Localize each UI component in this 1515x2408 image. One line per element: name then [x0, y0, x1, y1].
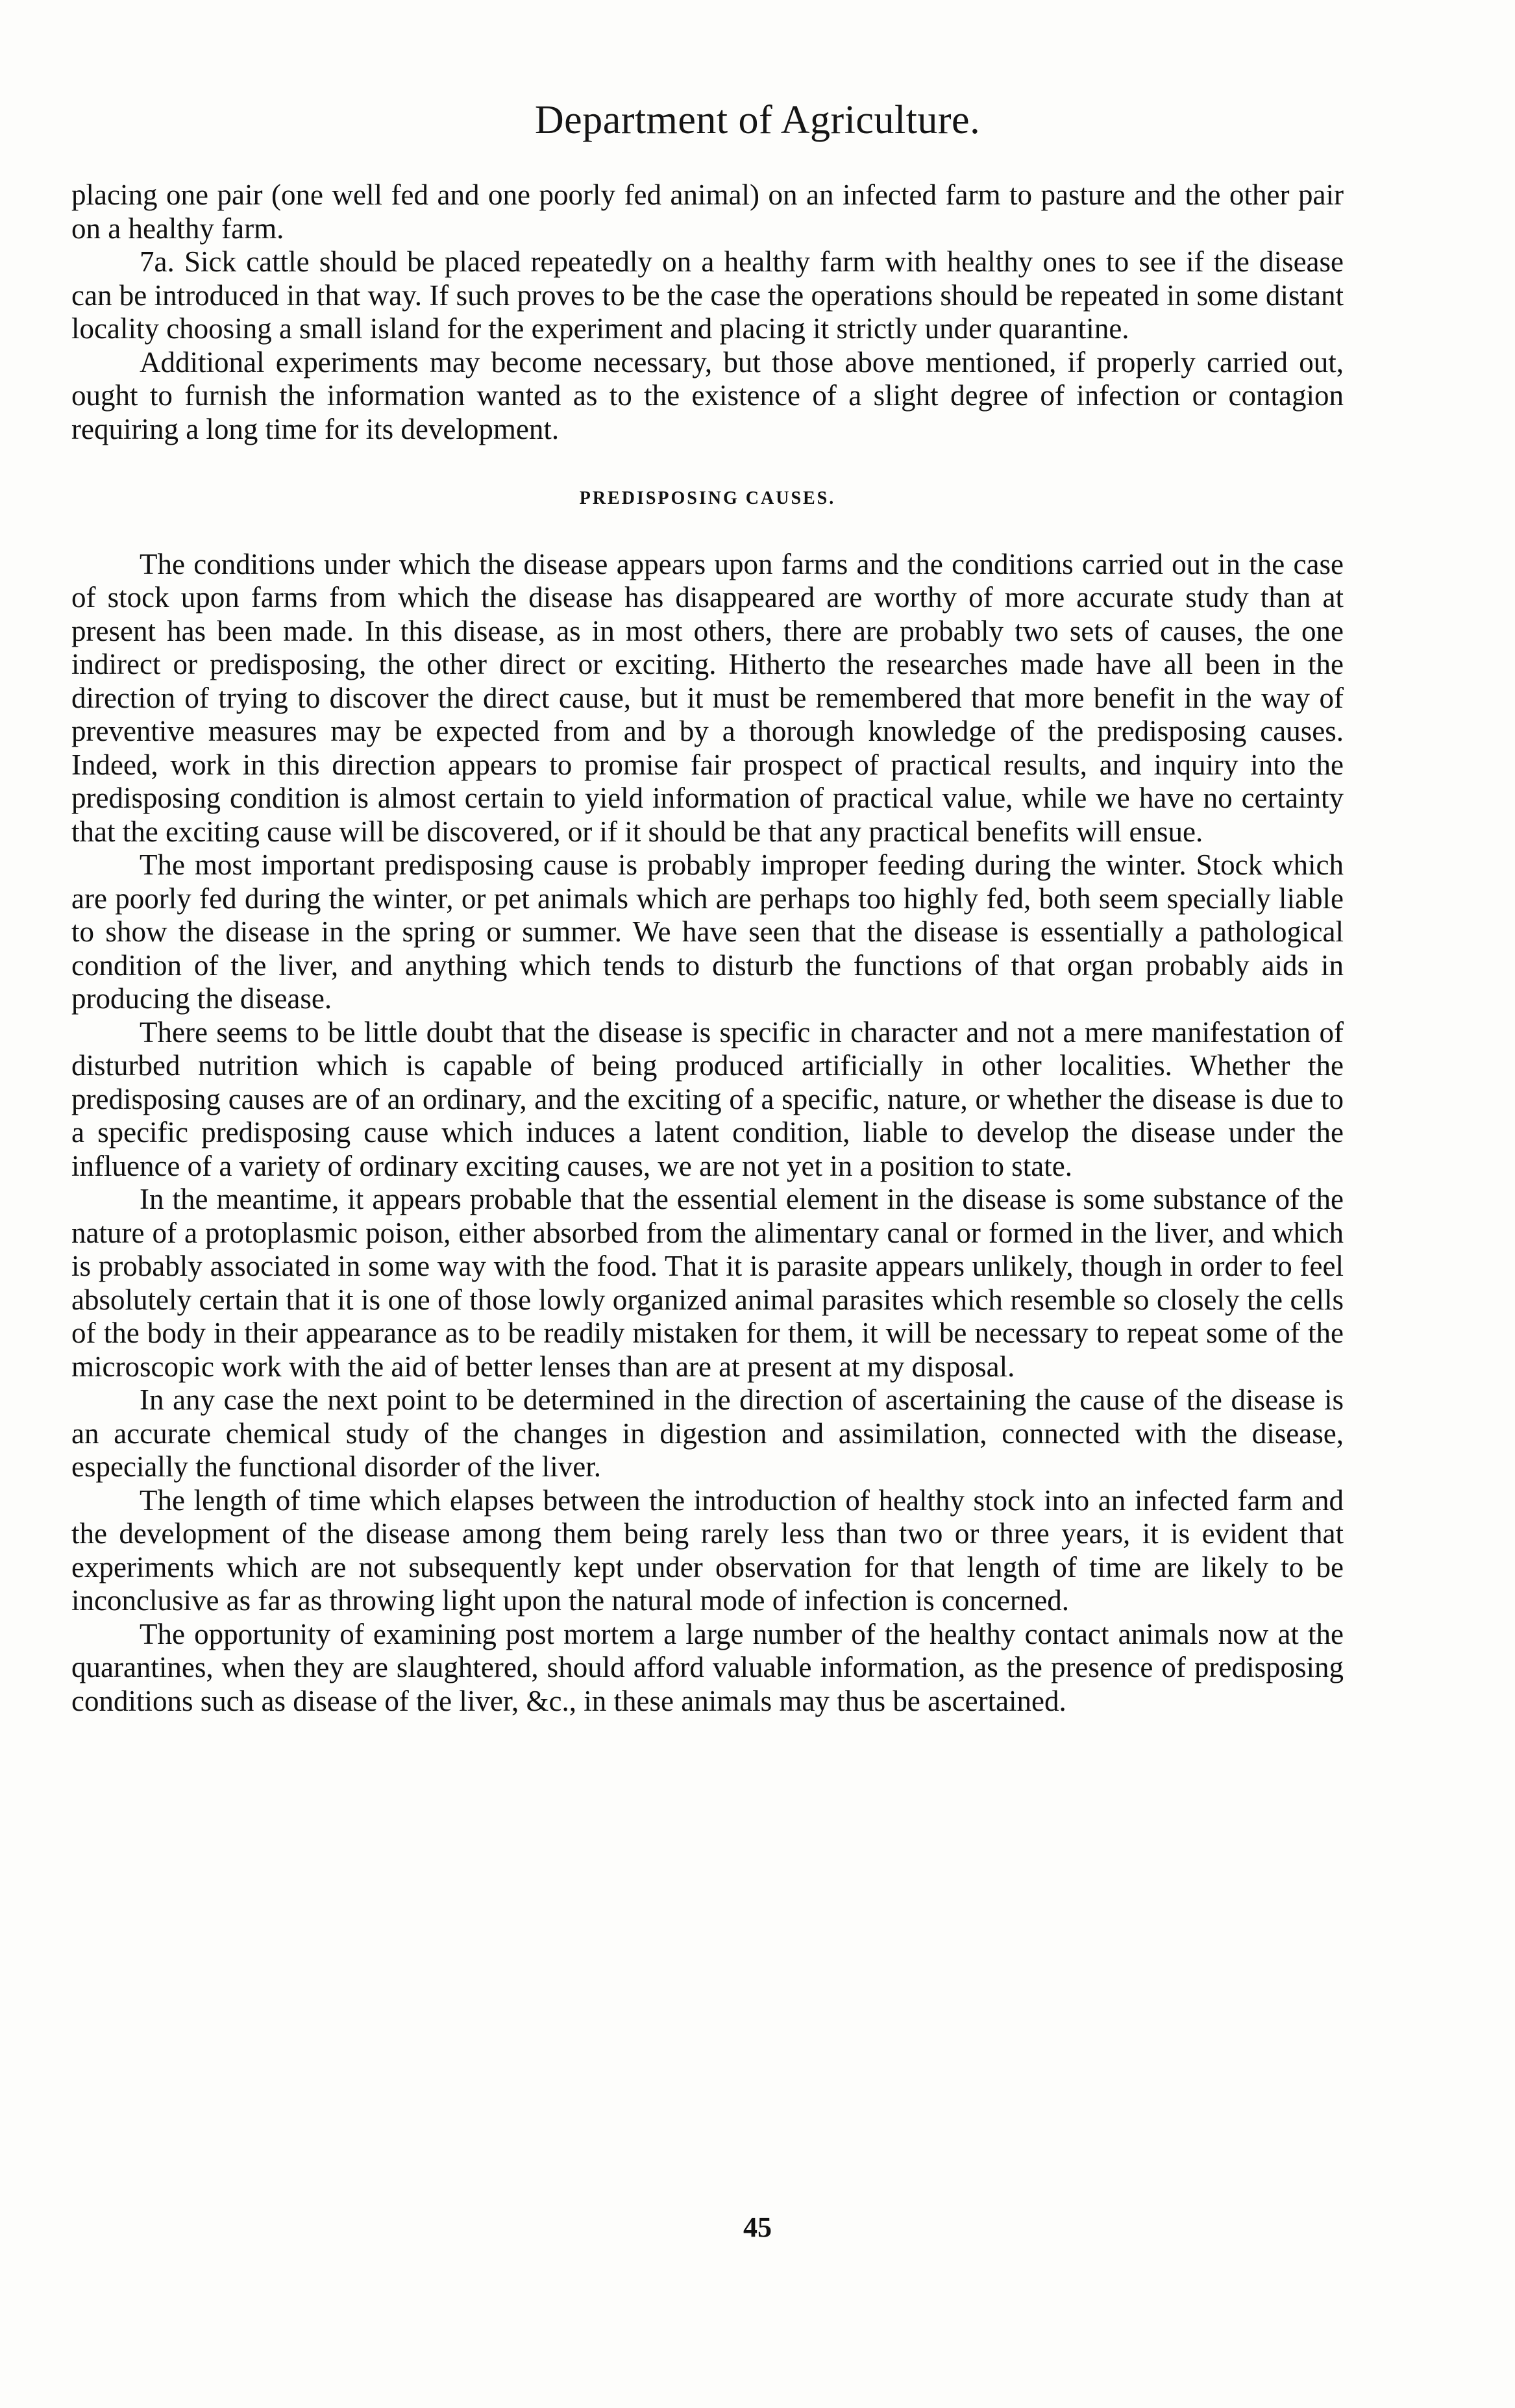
paragraph-feeding: The most important predisposing cause is probably improper feeding during the winter. Stock which are poorly fed during the winter, or pet animals which are perhaps too highly fed, both seem specially liable to show the disease in the spring or summer. We have seen that the disease is essentially a pathological condition of the liver, and anything which tends to disturb the functions of that organ probably aids in producing the disease. — [71, 849, 1344, 1015]
paragraph-length-of-time: The length of time which elapses between the introduction of healthy stock into an infected farm and the development of the disease among them being rarely less than two or three years, it is evident that experiments which are not subsequently kept under observation for that length of time are likely to be inconclusive as far as throwing light upon the natural mode of infection is concerned. — [71, 1483, 1344, 1617]
section-heading: PREDISPOSING CAUSES. — [579, 488, 836, 508]
paragraph-chemical-study: In any case the next point to be determined in the direction of ascertaining the cause of the disease is an accurate chemical study of the changes in digestion and assimilation, connected with the disease, especially the functional disorder of the liver. — [71, 1384, 1344, 1483]
paragraph-additional-experiments: Additional experiments may become necessary, but those above mentioned, if properly carried out, ought to furnish the information wanted as to the existence of a slight degree of infection or contagion requiring a long time for its development. — [71, 345, 1344, 445]
paragraph-7a: 7a. Sick cattle should be placed repeatedly on a healthy farm with healthy ones to see if the disease can be introduced in that way. If such proves to be the case the operations should be repeated in some distant locality choosing a small island for the experiment and placing it strictly under quarantine. — [71, 245, 1344, 345]
paragraph-conditions: The conditions under which the disease appears upon farms and the conditions carried out in the case of stock upon farms from which the disease has disappeared are worthy of more accurate study than at present has been made. In this disease, as in most others, there are probably two sets of causes, the one indirect or predisposing, the other direct or exciting. Hitherto the researches made have all been in the direction of trying to discover the direct cause, but it must be remembered that more benefit in the way of preventive measures may be expected from and by a thorough knowledge of the predisposing causes. Indeed, work in this direction appears to promise fair prospect of practical results, and inquiry into the predisposing condition is almost certain to yield information of practical value, while we have no certainty that the exciting cause will be discovered, or if it should be that any practical benefits will ensue. — [71, 547, 1344, 848]
running-head: Department of Agriculture. — [534, 98, 981, 142]
body-text — [71, 179, 1344, 1718]
paragraph-protoplasmic-poison: In the meantime, it appears probable that the essential element in the disease is some substance of the nature of a protoplasmic poison, either absorbed from the alimentary canal or formed in the liver, and which is probably associated in some way with the food. That it is parasite appears unlikely, though in order to feel absolutely certain that it is one of those lowly organized animal parasites which resemble so closely the cells of the body in their appearance as to be readily mistaken for them, it will be necessary to repeat some of the microscopic work with the aid of better lenses than are at present at my disposal. — [71, 1183, 1344, 1383]
paragraph-post-mortem: The opportunity of examining post mortem a large number of the healthy contact animals now at the quarantines, when they are slaughtered, should afford valuable information, as the presence of predisposing conditions such as disease of the liver, &c., in these animals may thus be ascertained. — [71, 1617, 1344, 1717]
page-number: 45 — [743, 2211, 772, 2243]
paragraph-specific-character: There seems to be little doubt that the disease is specific in character and not a mere manifestation of disturbed nutrition which is capable of being produced artificially in other localities. Whether the predisposing causes are of an ordinary, and the exciting of a specific, nature, or whether the disease is due to a specific predisposing cause which induces a latent condition, liable to develop the disease under the influence of a variety of ordinary exciting causes, we are not yet in a position to state. — [71, 1015, 1344, 1182]
paragraph-continuation: placing one pair (one well fed and one poorly fed animal) on an infected farm to pasture and the other pair on a healthy farm. — [71, 179, 1344, 245]
